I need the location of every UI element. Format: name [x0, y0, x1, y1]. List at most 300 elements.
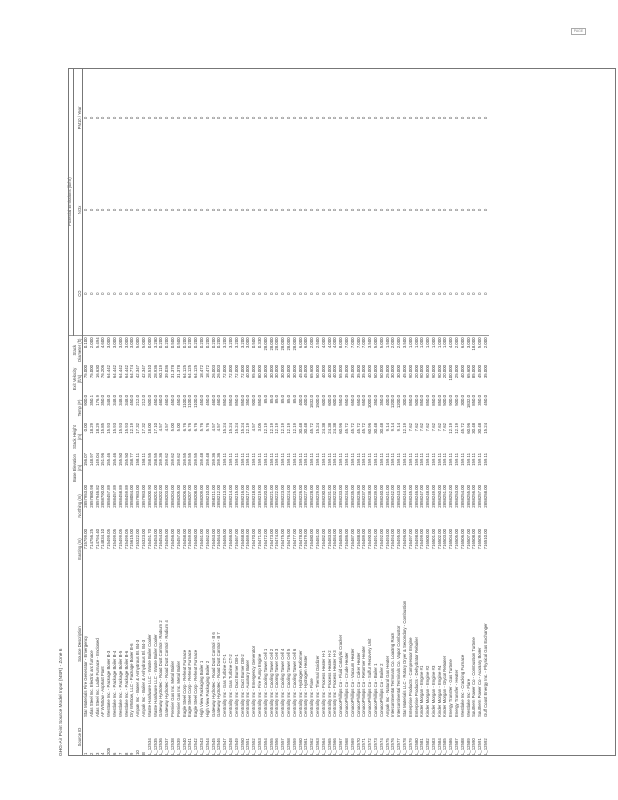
cell-d: 1.000: [413, 337, 419, 349]
cell-d: 1.000: [442, 337, 448, 349]
cell-co: 0: [107, 252, 113, 336]
cell-h: 7.62: [419, 423, 425, 432]
cell-e: 716493.00: [384, 529, 390, 550]
cell-pm: 0: [367, 116, 373, 120]
cell-n: 2857983.00: [135, 485, 141, 508]
cell-d: 0.500: [170, 337, 176, 349]
cell-co: 0: [176, 252, 182, 336]
cell-d: 5.494: [94, 337, 100, 349]
cell-t: 450.0: [170, 395, 176, 406]
cell-h: 17.10: [152, 423, 158, 434]
cell-id: L_12542: [193, 738, 199, 755]
cell-nox: 0: [396, 208, 402, 212]
cell-t: 348.0: [106, 395, 112, 406]
cell-co: 0: [211, 252, 217, 336]
cell-d: 6.000: [303, 337, 309, 349]
cell-n: 2858248.00: [425, 485, 431, 508]
cell-d: 0.330: [257, 337, 262, 349]
cell-n: 2858790.00: [100, 485, 106, 508]
cell-pm: 0: [135, 116, 141, 120]
cell-v: 35.000: [355, 365, 361, 379]
cell-d: 18.000: [471, 337, 477, 351]
col-header-vel: Exit Velocity (ft/s): [73, 364, 83, 394]
cell-v: 39.036: [164, 365, 170, 379]
cell-e: 716476.00: [286, 529, 291, 550]
cell-z: 159.11: [465, 453, 471, 466]
cell-e: 716496.00: [402, 529, 407, 550]
cell-n: 2858257.00: [477, 485, 483, 508]
cell-pm: 0: [228, 116, 233, 120]
cell-desc: Enterprise Products - Dehydrator Reboiler: [413, 636, 419, 717]
cell-n: 2858216.00: [239, 485, 245, 508]
cell-z: 158.55: [152, 453, 158, 467]
cell-desc: Waste Hardware LLC - Waste Boiler Cooler: [147, 634, 152, 717]
cell-desc: Eagle Steel Corp - Reheat Furnace: [187, 649, 193, 717]
cell-e: 716504.00: [448, 529, 454, 550]
cell-v: 90.000: [419, 365, 425, 379]
cell-nox: 0: [454, 208, 460, 212]
cell-d: 0.100: [83, 337, 89, 349]
table-body: [83, 68, 489, 756]
cell-nox: 0: [483, 208, 489, 212]
cell-e: 716489.00: [361, 529, 367, 550]
cell-nox: 0: [425, 208, 431, 212]
cell-id: 205: [106, 747, 112, 755]
cell-d: 28.000: [286, 337, 291, 351]
cell-z: 159.55: [181, 453, 187, 467]
cell-id: L_12569: [349, 738, 355, 755]
cell-nox: 0: [83, 208, 89, 212]
cell-desc: ConocoPhillips Co - Sulfur Recovery Unit: [367, 638, 373, 717]
cell-t: 650.0: [361, 395, 367, 406]
cell-id: L_12543: [199, 738, 205, 755]
cell-id: L_12579: [407, 738, 413, 755]
cell-nox: 0: [170, 208, 176, 212]
cell-co: 0: [159, 252, 165, 336]
cell-nox: 0: [239, 208, 245, 212]
cell-pm: 0: [123, 116, 129, 120]
cell-co: 0: [408, 252, 414, 336]
cell-desc: Ampak Inc - Boiler & Anhydrous Bl. B4-3: [141, 639, 147, 717]
cell-h: 17.32: [135, 423, 141, 434]
cell-d: 3.500: [367, 337, 373, 349]
cell-d: 0.200: [158, 337, 164, 349]
cell-d: 0.200: [193, 337, 199, 349]
cell-e: 716462.00: [205, 529, 210, 550]
cell-d: 1.500: [384, 337, 390, 349]
cell-e: 714834.10: [100, 529, 106, 550]
cell-t: 1200.0: [396, 395, 402, 409]
cell-n: 2858201.00: [152, 485, 158, 508]
cell-h: 45.72: [349, 423, 355, 434]
cell-pm: 0: [147, 116, 152, 120]
cell-t: 900.0: [251, 395, 257, 406]
page-stamp: PAGE: [571, 28, 586, 35]
cell-co: 0: [483, 252, 489, 336]
cell-nox: 0: [123, 208, 129, 212]
cell-id: L_12546: [216, 738, 222, 755]
cell-e: 716457.00: [176, 529, 181, 550]
cell-pm: 0: [83, 116, 89, 120]
cell-e: 716490.00: [367, 529, 373, 550]
cell-pm: 0: [164, 116, 170, 120]
cell-n: 2858218.00: [251, 485, 257, 508]
cell-v: 64.442: [106, 365, 112, 379]
cell-d: 5.000: [373, 337, 378, 349]
cell-nox: 0: [135, 208, 141, 212]
cell-co: 0: [338, 252, 344, 336]
cell-v: 45.000: [297, 365, 303, 379]
cell-id: L_12587: [454, 738, 460, 755]
cell-pm: 0: [436, 116, 442, 120]
cell-z: 159.62: [176, 453, 181, 467]
cell-n: 2858241.00: [384, 485, 390, 508]
cell-pm: 0: [216, 116, 222, 120]
cell-n: 2858243.00: [396, 485, 402, 508]
cell-pm: 0: [251, 116, 257, 120]
cell-z: 155.46: [106, 453, 112, 467]
cell-e: 715499.05: [118, 529, 123, 550]
cell-t: 350.0: [245, 395, 251, 406]
cell-v: 45.000: [303, 365, 309, 379]
cell-n: 2858457.89: [112, 485, 118, 508]
cell-co: 0: [309, 252, 315, 336]
cell-v: 40.000: [245, 365, 251, 379]
cell-t: 850.0: [407, 395, 413, 406]
cell-co: 0: [246, 252, 252, 336]
cell-e: 716463.00: [210, 529, 216, 550]
cell-z: 155.46: [112, 453, 118, 467]
cell-desc: ConocoPhillips Co - Crude Heater: [344, 652, 349, 717]
cell-co: 0: [217, 252, 223, 336]
cell-h: 12.19: [402, 423, 407, 434]
cell-n: 2858232.00: [332, 485, 338, 508]
cell-h: 12.19: [274, 423, 280, 434]
cell-id: 10: [135, 750, 141, 755]
cell-d: 2.000: [396, 337, 402, 349]
cell-co: 0: [269, 252, 275, 336]
cell-nox: 0: [251, 208, 257, 212]
cell-v: 50.000: [373, 365, 378, 379]
cell-co: 0: [286, 252, 292, 336]
cell-d: 0.200: [199, 337, 205, 349]
cell-pm: 0: [286, 116, 291, 120]
cell-nox: 0: [373, 208, 378, 212]
cell-id: L_12559: [292, 738, 297, 755]
cell-n: 2858228.00: [309, 485, 315, 508]
cell-pm: 0: [268, 116, 274, 120]
cell-pm: 0: [94, 116, 100, 120]
cell-z: 159.11: [234, 453, 239, 466]
cell-h: 5.76: [205, 423, 210, 432]
cell-n: 2858239.00: [373, 485, 378, 508]
cell-z: 159.11: [425, 453, 431, 466]
cell-e: 716486.00: [344, 529, 349, 550]
cell-h: 45.72: [460, 423, 465, 434]
cell-z: 159.11: [292, 453, 297, 466]
cell-desc: Gateway Hydrotec - Road Dust Control - Radium 2: [158, 620, 164, 717]
cell-co: 0: [379, 252, 385, 336]
cell-t: 460.0: [216, 395, 222, 406]
cell-h: 60.96: [465, 423, 471, 434]
cell-co: 0: [234, 252, 240, 336]
cell-z: 159.11: [286, 453, 291, 466]
cell-nox: 0: [419, 208, 425, 212]
cell-z: 159.55: [193, 453, 199, 467]
cell-n: 2858212.00: [216, 485, 222, 508]
cell-v: 42.347: [135, 365, 141, 379]
cell-n: 2858252.00: [448, 485, 454, 508]
cell-e: 716464.00: [216, 529, 222, 550]
cell-e: 716479.00: [303, 529, 309, 550]
cell-co: 0: [153, 252, 159, 336]
cell-desc: Premier Gas Inc. Metal Boiler: [176, 660, 181, 717]
cell-pm: 0: [245, 116, 251, 120]
cell-v: 60.119: [158, 365, 164, 378]
cell-z: 159.11: [303, 453, 309, 466]
cell-nox: 0: [280, 208, 286, 212]
cell-e: 716322.00: [135, 529, 141, 550]
cell-co: 0: [83, 252, 89, 336]
cell-d: 2.000: [89, 337, 94, 349]
cell-d: 28.000: [268, 337, 274, 351]
cell-e: 716469.00: [245, 529, 251, 550]
cell-desc: Ampak Inc - Natural Gas Heater: [384, 655, 390, 717]
cell-d: 0.500: [176, 337, 181, 349]
cell-id: L_12565: [326, 738, 332, 755]
cell-nox: 0: [384, 208, 390, 212]
cell-e: 716473.00: [268, 529, 274, 550]
cell-z: 159.11: [344, 453, 349, 466]
cell-e: 716460.00: [193, 529, 199, 550]
cell-nox: 0: [222, 208, 228, 212]
cell-e: 716478.00: [297, 529, 303, 550]
cell-z: 151.96: [100, 453, 106, 467]
cell-h: 7.62: [413, 423, 419, 432]
cell-h: 60.96: [367, 423, 373, 434]
cell-z: 159.11: [396, 453, 402, 466]
cell-pm: 0: [378, 116, 384, 120]
cell-t: 850.0: [228, 395, 233, 406]
cell-nox: 0: [315, 208, 320, 212]
cell-n: 2858237.00: [361, 485, 367, 508]
cell-z: 159.11: [483, 453, 489, 466]
cell-z: 159.11: [355, 453, 361, 466]
cell-v: 35.000: [483, 365, 489, 379]
cell-e: 716498.00: [413, 529, 419, 550]
cell-t: 850.0: [222, 395, 228, 406]
cell-id: 7: [118, 752, 123, 755]
cell-e: 716509.00: [477, 529, 483, 550]
cell-v: 64.774: [129, 365, 135, 379]
cell-z: 159.36: [210, 453, 216, 467]
cell-e: 714756.25: [89, 529, 94, 550]
cell-t: 348.0: [123, 395, 129, 406]
cell-d: 7.000: [361, 337, 367, 349]
cell-h: 15.93: [118, 423, 123, 434]
cell-z: 159.11: [407, 453, 413, 466]
rotated-document: [60, 66, 618, 756]
cell-t: 1100.0: [187, 395, 193, 408]
cell-z: 159.11: [222, 453, 228, 466]
cell-co: 0: [280, 252, 286, 336]
cell-desc: Gateway Hydrotec - Road Dust Control - Radium 4: [164, 620, 170, 717]
cell-v: 20.000: [413, 365, 419, 379]
cell-t: 1832.0: [309, 395, 315, 409]
cell-h: 9.14: [390, 423, 396, 432]
cell-t: 348.0: [112, 395, 118, 406]
cell-desc: Centrality Inc - Process Heater H-3: [332, 650, 338, 717]
cell-t: 400.0: [384, 395, 390, 406]
cell-d: 2.000: [309, 337, 315, 349]
cell-t: 300.0: [402, 395, 407, 406]
cell-pm: 0: [297, 116, 303, 120]
cell-h: 0.00: [83, 423, 89, 432]
col-header-nox: NOx: [73, 168, 83, 252]
cell-v: 35.000: [349, 365, 355, 379]
cell-n: 2858458.89: [118, 485, 123, 508]
cell-d: 28.000: [274, 337, 280, 351]
cell-n: 2858238.00: [367, 485, 373, 508]
cell-d: 5.000: [135, 337, 141, 349]
cell-desc: Centrality Inc - Auxiliary Boiler: [245, 659, 251, 717]
cell-h: 24.38: [321, 423, 326, 434]
cell-t: 350.1: [89, 395, 94, 406]
cell-t: 460.0: [158, 395, 164, 406]
cell-nox: 0: [176, 208, 181, 212]
cell-pm: 0: [222, 116, 228, 120]
cell-v: 30.000: [286, 365, 291, 379]
cell-id: L_12551: [245, 738, 251, 755]
cell-d: 3.200: [234, 337, 239, 349]
cell-z: 159.11: [477, 453, 483, 466]
cell-n: 2858246.00: [413, 485, 419, 508]
cell-pm: 0: [442, 116, 448, 120]
cell-desc: Centrality Inc - Process Heater H-1: [321, 650, 326, 717]
cell-e: 716506.00: [460, 529, 465, 550]
cell-d: 0.200: [205, 337, 210, 349]
cell-e: 716465.00: [222, 529, 228, 550]
cell-id: L_12590: [471, 738, 477, 755]
cell-co: 0: [101, 252, 107, 336]
cell-t: 85.0: [268, 395, 274, 404]
cell-v: 55.000: [338, 365, 344, 379]
cell-pm: 0: [181, 116, 187, 120]
cell-nox: 0: [263, 208, 268, 212]
cell-d: 7.000: [355, 337, 361, 349]
cell-t: 212.0: [135, 395, 141, 406]
cell-co: 0: [141, 252, 147, 336]
cell-id: L_12547: [222, 738, 228, 755]
cell-id: L_12589: [465, 738, 471, 755]
cell-t: 500.0: [442, 395, 448, 406]
cell-e: 716482.00: [321, 529, 326, 550]
cell-pm: 0: [419, 116, 425, 120]
cell-z: 159.55: [187, 453, 193, 467]
cell-z: 159.36: [216, 453, 222, 467]
cell-n: 2858211.00: [210, 485, 216, 508]
cell-h: 15.85: [100, 423, 106, 434]
cell-z: 149.04: [94, 453, 100, 467]
cell-n: 2858208.00: [193, 485, 199, 508]
cell-d: 28.000: [280, 337, 286, 351]
cell-desc: ConocoPhillips Co - Boiler 2: [378, 663, 384, 717]
cell-nox: 0: [407, 208, 413, 212]
cell-v: 31.378: [176, 365, 181, 379]
cell-nox: 0: [193, 208, 199, 212]
cell-co: 0: [275, 252, 281, 336]
cell-t: 600.0: [321, 395, 326, 406]
cell-pm: 0: [89, 116, 94, 120]
cell-z: 159.11: [315, 453, 320, 466]
cell-pm: 0: [454, 116, 460, 120]
cell-n: 2858231.00: [326, 485, 332, 508]
cell-co: 0: [321, 252, 327, 336]
cell-pm: 0: [187, 116, 193, 120]
cell-z: 159.11: [390, 453, 396, 466]
cell-nox: 0: [460, 208, 465, 212]
cell-n: 2858256.00: [471, 485, 477, 508]
cell-z: 155.50: [118, 453, 123, 467]
cell-pm: 0: [112, 116, 118, 120]
cell-d: 1.000: [425, 337, 431, 349]
cell-nox: 0: [309, 208, 315, 212]
cell-nox: 0: [274, 208, 280, 212]
cell-e: 715499.05: [123, 529, 129, 550]
cell-e: 716501.00: [431, 529, 436, 550]
cell-v: 30.000: [274, 365, 280, 379]
cell-desc: Centrality Inc - Cooling Tower Cell 4: [280, 648, 286, 717]
cell-id: L_12538: [170, 738, 176, 755]
cell-h: 15.24: [234, 423, 239, 434]
cell-e: 716472.00: [263, 529, 268, 550]
cell-e: 716487.00: [349, 529, 355, 550]
cell-e: 715499.05: [112, 529, 118, 550]
cell-z: 159.11: [460, 453, 465, 466]
cell-co: 0: [315, 252, 321, 336]
cell-t: 850.0: [234, 395, 239, 406]
cell-pm: 0: [106, 116, 112, 120]
cell-co: 0: [228, 252, 234, 336]
cell-z: 158.11: [135, 453, 141, 466]
cell-co: 0: [414, 252, 420, 336]
cell-t: 450.0: [152, 395, 158, 406]
cell-id: L_12571: [361, 738, 367, 755]
cell-id: L_12535: [152, 738, 158, 755]
cell-pm: 0: [309, 116, 315, 120]
cell-id: L_12556: [274, 738, 280, 755]
cell-id: L_12566: [332, 738, 338, 755]
cell-v: 64.442: [112, 365, 118, 379]
cell-t: 400.0: [303, 395, 309, 406]
cell-id: L_12584: [436, 738, 442, 755]
cell-pm: 0: [344, 116, 349, 120]
cell-z: 159.48: [205, 453, 210, 467]
cell-pm: 0: [176, 116, 181, 120]
cell-co: 0: [472, 252, 478, 336]
cell-pm: 0: [471, 116, 477, 120]
cell-h: 12.19: [268, 423, 274, 434]
col-header-elev: Base Elevation (m): [73, 452, 83, 484]
cell-v: 40.000: [367, 365, 373, 379]
cell-id: 4: [100, 752, 106, 755]
cell-n: 2858225.00: [292, 485, 297, 508]
cell-t: 1100.0: [181, 395, 187, 408]
cell-t: 85.0: [274, 395, 280, 404]
cell-v: 65.600: [465, 365, 471, 379]
cell-nox: 0: [303, 208, 309, 212]
cell-h: 12.19: [292, 423, 297, 434]
